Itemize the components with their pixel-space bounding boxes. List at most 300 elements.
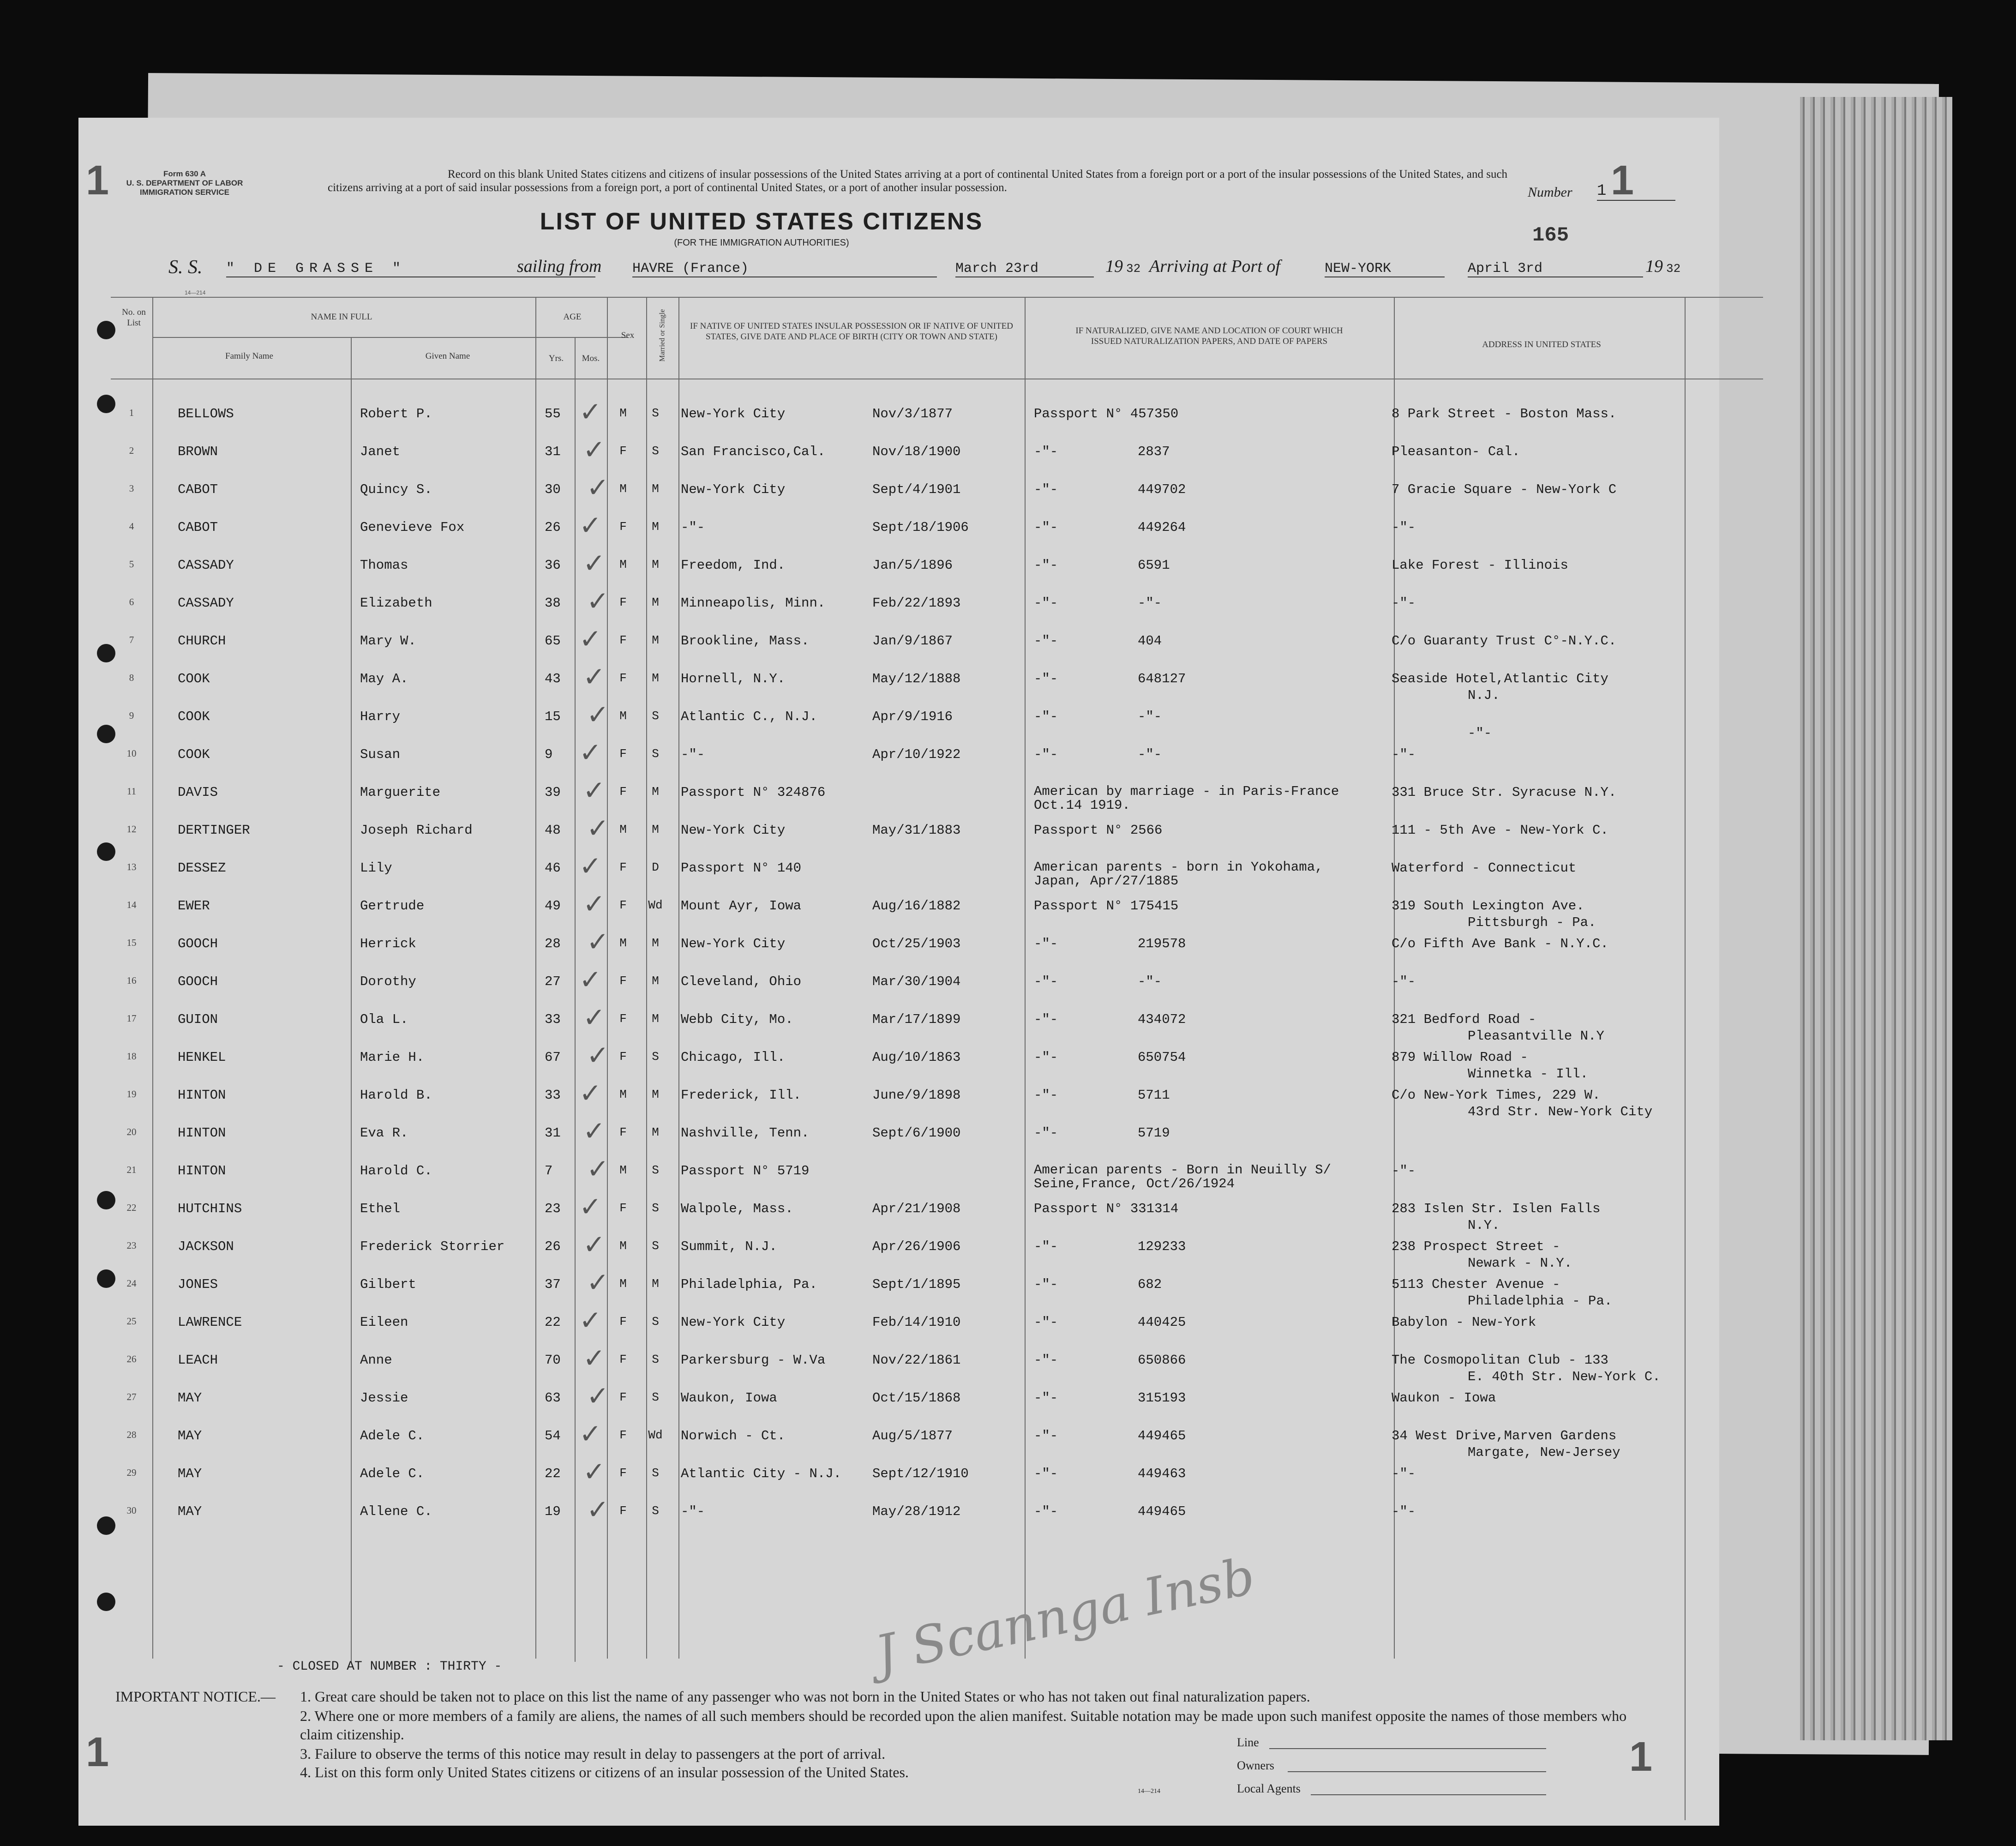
birth-date: Oct/15/1868 (872, 1390, 961, 1406)
department-name: U. S. DEPARTMENT OF LABOR (126, 179, 243, 187)
age-years: 49 (545, 898, 561, 914)
family-name: HINTON (178, 1088, 226, 1103)
family-name: HUTCHINS (178, 1201, 242, 1216)
row-number: 12 (126, 824, 137, 835)
header-no-on-list: No. on List (122, 307, 146, 328)
birth-date: Jan/5/1896 (872, 558, 953, 573)
age-years: 48 (545, 823, 561, 838)
address-line-2: N.Y. (1468, 1218, 1500, 1233)
inspection-check-icon: ✓ (587, 1153, 609, 1185)
page-title: LIST OF UNITED STATES CITIZENS (540, 208, 984, 235)
address-line-1: 8 Park Street - Boston Mass. (1392, 406, 1617, 421)
row-number: 7 (129, 634, 134, 645)
officer-signature: J Scannga Insb (870, 1546, 1260, 1684)
naturalization-info: -"- (1034, 1315, 1058, 1330)
address-line-1: 331 Bruce Str. Syracuse N.Y. (1392, 785, 1617, 800)
page-subtitle: (FOR THE IMMIGRATION AUTHORITIES) (674, 238, 849, 248)
birth-date: May/31/1883 (872, 823, 961, 838)
given-name: Mary W. (360, 633, 416, 649)
naturalization-info: American by marriage - in Paris-France (1034, 784, 1339, 799)
sex: F (619, 671, 627, 685)
family-name: HENKEL (178, 1050, 226, 1065)
naturalization-number: 650866 (1138, 1353, 1186, 1368)
naturalization-info: -"- (1034, 482, 1058, 497)
table-row (78, 1380, 1719, 1428)
sex: F (619, 898, 627, 912)
row-number: 27 (126, 1391, 137, 1402)
sex: M (619, 823, 627, 836)
birth-date: Aug/10/1863 (872, 1050, 961, 1065)
birth-date: Nov/3/1877 (872, 406, 953, 421)
marital-status: S (652, 1201, 659, 1215)
row-number: 8 (129, 672, 134, 683)
address-line-1: 5113 Chester Avenue - (1392, 1277, 1560, 1292)
age-years: 15 (545, 709, 561, 724)
arriving-port: NEW-YORK (1325, 261, 1445, 277)
table-row (78, 1342, 1719, 1390)
inspection-check-icon: ✓ (587, 812, 609, 844)
arriving-label: Arriving at Port of (1149, 257, 1280, 276)
naturalization-info: Passport N° 2566 (1034, 823, 1163, 838)
birth-date: Nov/18/1900 (872, 444, 961, 459)
address-line-1: Babylon - New-York (1392, 1315, 1536, 1330)
sex: F (619, 633, 627, 647)
marital-status: M (652, 633, 659, 647)
address-line-1: -"- (1392, 595, 1416, 611)
naturalization-info: -"- (1034, 444, 1058, 459)
naturalization-info: Passport N° 175415 (1034, 898, 1179, 914)
family-name: COOK (178, 747, 210, 762)
family-name: JACKSON (178, 1239, 234, 1254)
address-line-2: Newark - N.Y. (1468, 1256, 1572, 1271)
binder-hole (97, 1593, 115, 1611)
inspection-check-icon: ✓ (579, 1077, 602, 1109)
form-id-block (102, 169, 268, 197)
naturalization-number: Japan, Apr/27/1885 (1034, 873, 1179, 889)
table-row (78, 547, 1719, 595)
naturalization-info: -"- (1034, 1504, 1058, 1519)
footer-agents-rule (1311, 1794, 1546, 1795)
age-years: 31 (545, 1125, 561, 1141)
birth-place: New-York City (681, 1315, 786, 1330)
naturalization-number: 2837 (1138, 444, 1170, 459)
marital-status: M (652, 936, 659, 950)
naturalization-info: Passport N° 331314 (1034, 1201, 1179, 1216)
family-name: BELLOWS (178, 406, 234, 421)
inspection-check-icon: ✓ (583, 1115, 606, 1147)
naturalization-info: -"- (1034, 747, 1058, 762)
footer-owners-label: Owners (1237, 1759, 1274, 1772)
naturalization-info: -"- (1034, 1466, 1058, 1481)
age-years: 33 (545, 1088, 561, 1103)
number-label: Number (1528, 185, 1572, 200)
inspection-check-icon: ✓ (583, 1342, 606, 1374)
naturalization-number: Oct.14 1919. (1034, 798, 1130, 813)
row-number: 28 (126, 1429, 137, 1440)
address-line-1: -"- (1392, 974, 1416, 989)
marital-status: S (652, 709, 659, 723)
table-row (78, 1115, 1719, 1163)
birth-date: Mar/17/1899 (872, 1012, 961, 1027)
birth-place: Walpole, Mass. (681, 1201, 793, 1216)
address-line-2: Pleasantville N.Y (1468, 1028, 1604, 1044)
arriving-year: 32 (1666, 262, 1681, 276)
row-number: 20 (126, 1126, 137, 1137)
inspection-check-icon: ✓ (579, 623, 602, 655)
family-name: BROWN (178, 444, 218, 459)
inspection-check-icon: ✓ (587, 1267, 609, 1298)
marital-status: S (652, 747, 659, 761)
inspection-check-icon: ✓ (587, 472, 609, 503)
row-number: 16 (126, 975, 137, 986)
age-years: 22 (545, 1315, 561, 1330)
sex: M (619, 1277, 627, 1291)
family-name: MAY (178, 1428, 202, 1443)
inspection-check-icon: ✓ (583, 547, 606, 579)
family-name: CASSADY (178, 558, 234, 573)
given-name: Adele C. (360, 1428, 425, 1443)
row-number: 30 (126, 1505, 137, 1516)
inspection-check-icon: ✓ (579, 1305, 602, 1336)
age-years: 26 (545, 520, 561, 535)
birth-date: Sept/12/1910 (872, 1466, 969, 1481)
marital-status: S (652, 1163, 659, 1177)
notice-heading: IMPORTANT NOTICE.— (115, 1688, 276, 1705)
sex: F (619, 595, 627, 609)
given-name: Eileen (360, 1315, 408, 1330)
inspection-check-icon: ✓ (579, 737, 602, 768)
row-number: 26 (126, 1353, 137, 1365)
address-line-1: -"- (1392, 1466, 1416, 1481)
birth-place: Philadelphia, Pa. (681, 1277, 817, 1292)
birth-place: Atlantic C., N.J. (681, 709, 817, 724)
sex: F (619, 1353, 627, 1366)
table-row (78, 964, 1719, 1012)
birth-place: New-York City (681, 406, 786, 421)
age-years: 9 (545, 747, 553, 762)
sailing-label: sailing from (517, 257, 602, 276)
birth-place: Passport N° 5719 (681, 1163, 810, 1179)
birth-date: Apr/10/1922 (872, 747, 961, 762)
birth-date: Jan/9/1867 (872, 633, 953, 649)
table-row (78, 1040, 1719, 1088)
naturalization-number: -"- (1138, 974, 1162, 989)
number-value: 1 (1597, 182, 1675, 201)
marital-status: S (652, 1390, 659, 1404)
row-number: 29 (126, 1467, 137, 1478)
age-years: 27 (545, 974, 561, 989)
header-birth: IF NATIVE OF UNITED STATES INSULAR POSSESSION OR IF NATIVE OF UNITED STATES, GIVE DATE AND PLACE OF BIRTH (CITY OR TOWN AND STATE) (690, 321, 1013, 342)
marital-status: S (652, 1315, 659, 1329)
sex: M (619, 936, 627, 950)
inspection-check-icon: ✓ (583, 434, 606, 465)
service-name: IMMIGRATION SERVICE (140, 188, 229, 197)
address-line-1: -"- (1392, 1163, 1416, 1179)
given-name: Frederick Storrier (360, 1239, 505, 1254)
inspection-check-icon: ✓ (587, 699, 609, 730)
notice-item-3: 3. Failure to observe the terms of this notice may result in delay to passengers at the port of arrival. (300, 1745, 886, 1762)
given-name: Ola L. (360, 1012, 408, 1027)
table-row (78, 775, 1719, 823)
address-line-2: N.J. (1468, 688, 1500, 703)
address-line-1: 34 West Drive,Marven Gardens (1392, 1428, 1617, 1443)
given-name: Gertrude (360, 898, 425, 914)
naturalization-info: -"- (1034, 974, 1058, 989)
age-years: 31 (545, 444, 561, 459)
birth-place: -"- (681, 747, 705, 762)
table-row (78, 926, 1719, 974)
header-name-in-full: NAME IN FULL (311, 312, 372, 322)
given-name: Dorothy (360, 974, 416, 989)
birth-place: -"- (681, 520, 705, 535)
table-row (78, 396, 1719, 444)
sex: M (619, 1088, 627, 1101)
family-name: GOOCH (178, 936, 218, 951)
address-line-1: C/o New-York Times, 229 W. (1392, 1088, 1601, 1103)
table-row (78, 850, 1719, 898)
table-row (78, 1305, 1719, 1353)
row-number: 22 (126, 1202, 137, 1213)
given-name: Herrick (360, 936, 416, 951)
birth-date: Nov/22/1861 (872, 1353, 961, 1368)
given-name: Elizabeth (360, 595, 432, 611)
address-line-1: C/o Guaranty Trust C°-N.Y.C. (1392, 633, 1617, 649)
row-number: 21 (126, 1164, 137, 1175)
naturalization-info: American parents - Born in Neuilly S/ (1034, 1162, 1331, 1178)
given-name: Susan (360, 747, 401, 762)
marital-status: S (652, 1050, 659, 1064)
given-name: Quincy S. (360, 482, 432, 497)
marital-status: S (652, 1504, 659, 1518)
naturalization-info: -"- (1034, 1012, 1058, 1027)
naturalization-info: -"- (1034, 633, 1058, 649)
birth-date: Mar/30/1904 (872, 974, 961, 989)
inspection-check-icon: ✓ (587, 926, 609, 957)
table-row (78, 1002, 1719, 1050)
row-number: 25 (126, 1316, 137, 1327)
address-line-1: 111 - 5th Ave - New-York C. (1392, 823, 1608, 838)
table-row (78, 510, 1719, 558)
given-name: Genevieve Fox (360, 520, 465, 535)
footer-line-label: Line (1237, 1736, 1259, 1749)
age-years: 46 (545, 860, 561, 876)
sex: F (619, 974, 627, 988)
sex: F (619, 1012, 627, 1026)
age-years: 26 (545, 1239, 561, 1254)
naturalization-number: 449463 (1138, 1466, 1186, 1481)
address-line-1: 319 South Lexington Ave. (1392, 898, 1584, 914)
inspection-check-icon: ✓ (587, 1040, 609, 1071)
arriving-date: April 3rd (1468, 261, 1643, 277)
inspection-check-icon: ✓ (587, 1380, 609, 1412)
table-row (78, 661, 1719, 709)
birth-place: Nashville, Tenn. (681, 1125, 810, 1141)
header-age: AGE (563, 312, 582, 322)
marital-status: Wd (648, 898, 663, 912)
birth-date: Oct/25/1903 (872, 936, 961, 951)
age-years: 23 (545, 1201, 561, 1216)
inspection-check-icon: ✓ (579, 1191, 602, 1222)
family-name: CABOT (178, 520, 218, 535)
given-name: Adele C. (360, 1466, 425, 1481)
corner-mark-top-left: 1 (86, 157, 109, 204)
birth-place: Minneapolis, Minn. (681, 595, 826, 611)
naturalization-info: -"- (1034, 936, 1058, 951)
age-years: 38 (545, 595, 561, 611)
age-years: 65 (545, 633, 561, 649)
sex: F (619, 1428, 627, 1442)
birth-place: New-York City (681, 823, 786, 838)
family-name: GUION (178, 1012, 218, 1027)
header-given-name: Given Name (425, 351, 470, 361)
marital-status: S (652, 1353, 659, 1366)
birth-place: Frederick, Ill. (681, 1088, 802, 1103)
given-name: Allene C. (360, 1504, 432, 1519)
form-preamble: Record on this blank United States citizens and citizens of insular possessions of the United States arriving at a port of continental United States from a foreign port or a port of the insular possessions of the United States, and such citizens arriving at a port of said insular possessions from a foreign port, a port of continental United States, or a port of another insular possession. (328, 168, 1508, 194)
marital-status: M (652, 482, 659, 496)
birth-date: Sept/1/1895 (872, 1277, 961, 1292)
birth-place: Cleveland, Ohio (681, 974, 802, 989)
family-name: LAWRENCE (178, 1315, 242, 1330)
form-number: Form 630 A (163, 169, 206, 178)
address-line-2: E. 40th Str. New-York C. (1468, 1369, 1661, 1384)
birth-place: Passport N° 140 (681, 860, 802, 876)
naturalization-info: -"- (1034, 671, 1058, 686)
inspection-check-icon: ✓ (583, 775, 606, 806)
row-number: 13 (126, 861, 137, 872)
table-row (78, 737, 1719, 785)
table-row (78, 1494, 1719, 1542)
age-years: 55 (545, 406, 561, 421)
address-line-1: -"- (1392, 747, 1416, 762)
naturalization-number: 650754 (1138, 1050, 1186, 1065)
marital-status: M (652, 785, 659, 799)
sex: F (619, 1390, 627, 1404)
table-row (78, 699, 1719, 747)
sex: F (619, 785, 627, 799)
sex: M (619, 482, 627, 496)
naturalization-number: 6591 (1138, 558, 1170, 573)
family-name: MAY (178, 1504, 202, 1519)
naturalization-number: 449465 (1138, 1428, 1186, 1443)
age-years: 63 (545, 1390, 561, 1406)
naturalization-info: -"- (1034, 1428, 1058, 1443)
sailing-date: March 23rd (955, 261, 1094, 277)
row-number: 11 (126, 786, 137, 797)
table-row (78, 623, 1719, 671)
given-name: Eva R. (360, 1125, 408, 1141)
row-number: 15 (126, 937, 137, 948)
closed-at-number: - CLOSED AT NUMBER : THIRTY - (277, 1660, 502, 1674)
age-years: 37 (545, 1277, 561, 1292)
sex: F (619, 520, 627, 534)
sex: M (619, 709, 627, 723)
age-years: 7 (545, 1163, 553, 1179)
family-name: HINTON (178, 1163, 226, 1179)
birth-date: Aug/5/1877 (872, 1428, 953, 1443)
address-line-2: 43rd Str. New-York City (1468, 1104, 1653, 1119)
sex: F (619, 1504, 627, 1518)
notice-item-2: 2. Where one or more members of a family are aliens, the names of all such members should be recorded upon the alien manifest. Suitable notation may be made upon such manifest opposite the names of those members who claim citizenship. (300, 1708, 1627, 1743)
table-row (78, 1418, 1719, 1466)
given-name: May A. (360, 671, 408, 686)
header-married-or-single: Married or Single (658, 309, 666, 362)
given-name: Joseph Richard (360, 823, 473, 838)
naturalization-info: -"- (1034, 1277, 1058, 1292)
age-years: 28 (545, 936, 561, 951)
notice-item-1: 1. Great care should be taken not to place on this list the name of any passenger who was not born in the United States or who has not taken out final naturalization papers. (300, 1688, 1310, 1705)
naturalization-number: 440425 (1138, 1315, 1186, 1330)
marital-status: Wd (648, 1428, 663, 1442)
address-line-1: 879 Willow Road - (1392, 1050, 1528, 1065)
given-name: Marie H. (360, 1050, 425, 1065)
birth-place: -"- (681, 1504, 705, 1519)
given-name: Gilbert (360, 1277, 416, 1292)
family-name: GOOCH (178, 974, 218, 989)
marital-status: S (652, 1466, 659, 1480)
birth-place: Summit, N.J. (681, 1239, 777, 1254)
address-line-1: The Cosmopolitan Club - 133 (1392, 1353, 1608, 1368)
address-line-1: 321 Bedford Road - (1392, 1012, 1536, 1027)
address-line-1: Waukon - Iowa (1392, 1390, 1496, 1406)
birth-date: Aug/16/1882 (872, 898, 961, 914)
naturalization-number: 449465 (1138, 1504, 1186, 1519)
inspection-check-icon: ✓ (579, 964, 602, 995)
naturalization-info: -"- (1034, 1125, 1058, 1141)
header-naturalized: IF NATURALIZED, GIVE NAME AND LOCATION OF COURT WHICH ISSUED NATURALIZATION PAPERS, AND DATE OF PAPERS (1075, 326, 1343, 346)
header-address: ADDRESS IN UNITED STATES (1482, 340, 1601, 349)
address-line-1: 238 Prospect Street - (1392, 1239, 1560, 1254)
row-number: 3 (129, 483, 134, 494)
birth-place: Parkersburg - W.Va (681, 1353, 826, 1368)
naturalization-info: Passport N° 457350 (1034, 406, 1179, 421)
sex: M (619, 1163, 627, 1177)
naturalization-info: American parents - born in Yokohama, (1034, 860, 1323, 875)
row-number: 10 (126, 748, 137, 759)
birth-date: June/9/1898 (872, 1088, 961, 1103)
table-top-rule (111, 297, 1763, 298)
birth-date: Apr/26/1906 (872, 1239, 961, 1254)
marital-status: M (652, 1012, 659, 1026)
form-small-print: 14—214 (185, 289, 206, 296)
sex: M (619, 406, 627, 420)
family-name: DAVIS (178, 785, 218, 800)
marital-status: M (652, 974, 659, 988)
given-name: Harold B. (360, 1088, 432, 1103)
sex: F (619, 1315, 627, 1329)
birth-place: San Francisco,Cal. (681, 444, 826, 459)
birth-place: New-York City (681, 936, 786, 951)
address-line-2: Philadelphia - Pa. (1468, 1293, 1613, 1309)
naturalization-number: 5711 (1138, 1088, 1170, 1103)
table-row (78, 1153, 1719, 1201)
given-name: Jessie (360, 1390, 408, 1406)
birth-date: Apr/21/1908 (872, 1201, 961, 1216)
birth-place: Atlantic City - N.J. (681, 1466, 842, 1481)
footer-agents-label: Local Agents (1237, 1782, 1301, 1795)
given-name: Ethel (360, 1201, 401, 1216)
age-years: 36 (545, 558, 561, 573)
naturalization-number: -"- (1138, 595, 1162, 611)
address-line-2: -"- (1468, 726, 1492, 741)
inspection-check-icon: ✓ (579, 396, 602, 427)
header-family-name: Family Name (225, 351, 273, 361)
marital-status: M (652, 823, 659, 836)
marital-status: M (652, 1125, 659, 1139)
given-name: Harry (360, 709, 401, 724)
sailing-year: 32 (1126, 262, 1141, 276)
row-number: 24 (126, 1278, 137, 1289)
